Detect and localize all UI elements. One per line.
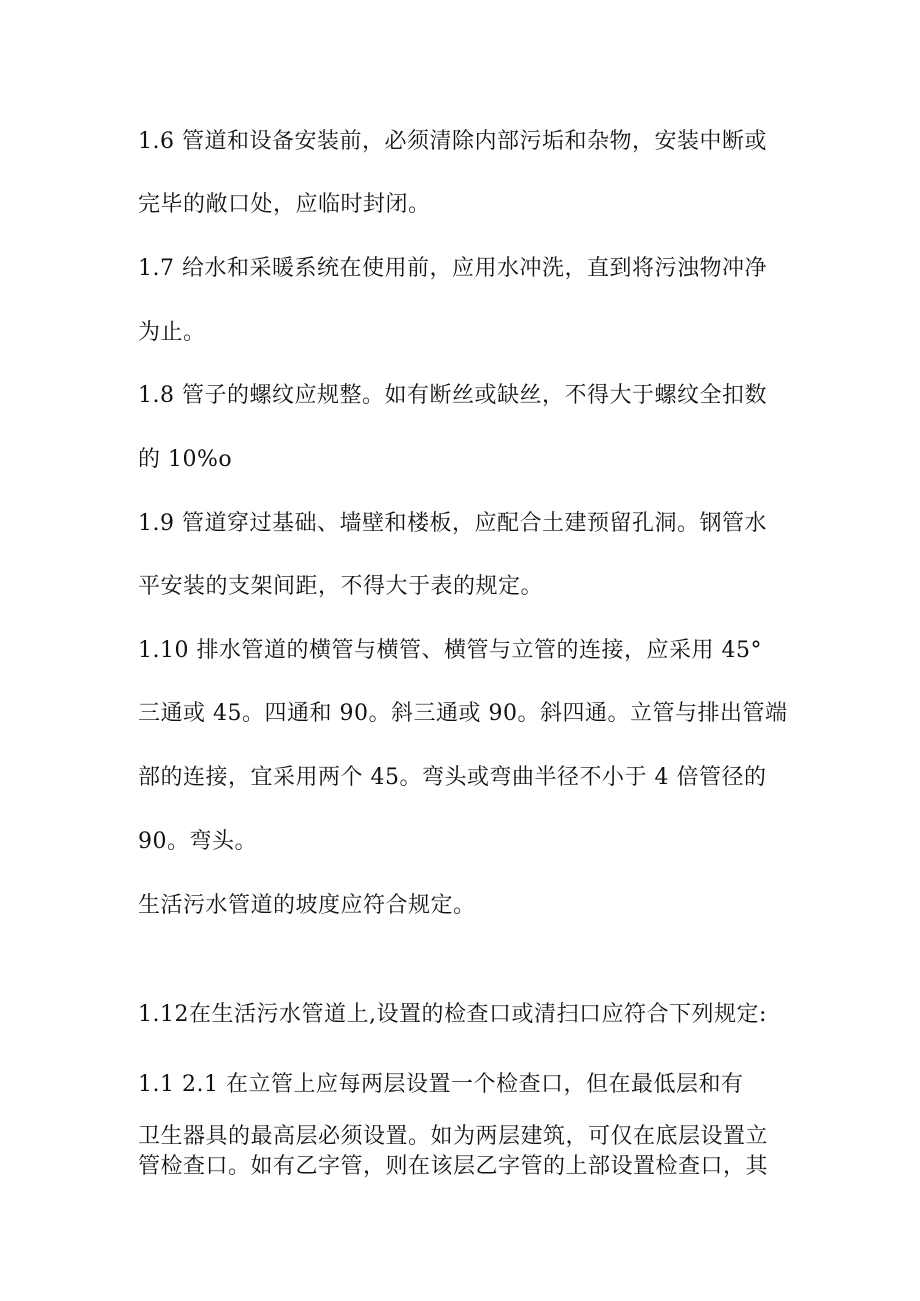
text-line: 部的连接，宜采用两个 45。弯头或弯曲半径不小于 4 倍管径的 xyxy=(138,765,767,790)
text-line: 生活污水管道的坡度应符合规定。 xyxy=(138,893,476,918)
text-line: 1.1 2.1 在立管上应每两层设置一个检查口，但在最低层和有 xyxy=(138,1072,744,1097)
text-line: 平安装的支架间距，不得大于表的规定。 xyxy=(138,574,544,599)
text-line: 卫生器具的最高层必须设置。如为两层建筑，可仅在底层设置立 xyxy=(138,1124,769,1149)
text-line: 90。弯头。 xyxy=(138,829,257,854)
text-line: 1.6 管道和设备安装前，必须清除内部污垢和杂物，安装中断或 xyxy=(138,129,767,154)
text-line: 1.8 管子的螺纹应规整。如有断丝或缺丝，不得大于螺纹全扣数 xyxy=(138,383,767,408)
text-line: 管检查口。如有乙字管，则在该层乙字管的上部设置检查口，其 xyxy=(138,1154,769,1179)
text-line: 的 10%o xyxy=(138,447,233,472)
text-line: 1.7 给水和采暖系统在使用前，应用水冲洗，直到将污浊物冲净 xyxy=(138,256,767,281)
text-line: 三通或 45。四通和 90。斜三通或 90。斜四通。立管与排出管端 xyxy=(138,701,788,726)
text-line: 1.10 排水管道的横管与横管、横管与立管的连接，应采用 45° xyxy=(138,638,762,663)
text-line: 完毕的敞口处，应临时封闭。 xyxy=(138,192,431,217)
text-line: 为止。 xyxy=(138,320,206,345)
text-line: 1.9 管道穿过基础、墙壁和楼板，应配合土建预留孔洞。钢管水 xyxy=(138,511,767,536)
text-line: 1.12在生活污水管道上,设置的检查口或清扫口应符合下列规定: xyxy=(138,1002,767,1027)
